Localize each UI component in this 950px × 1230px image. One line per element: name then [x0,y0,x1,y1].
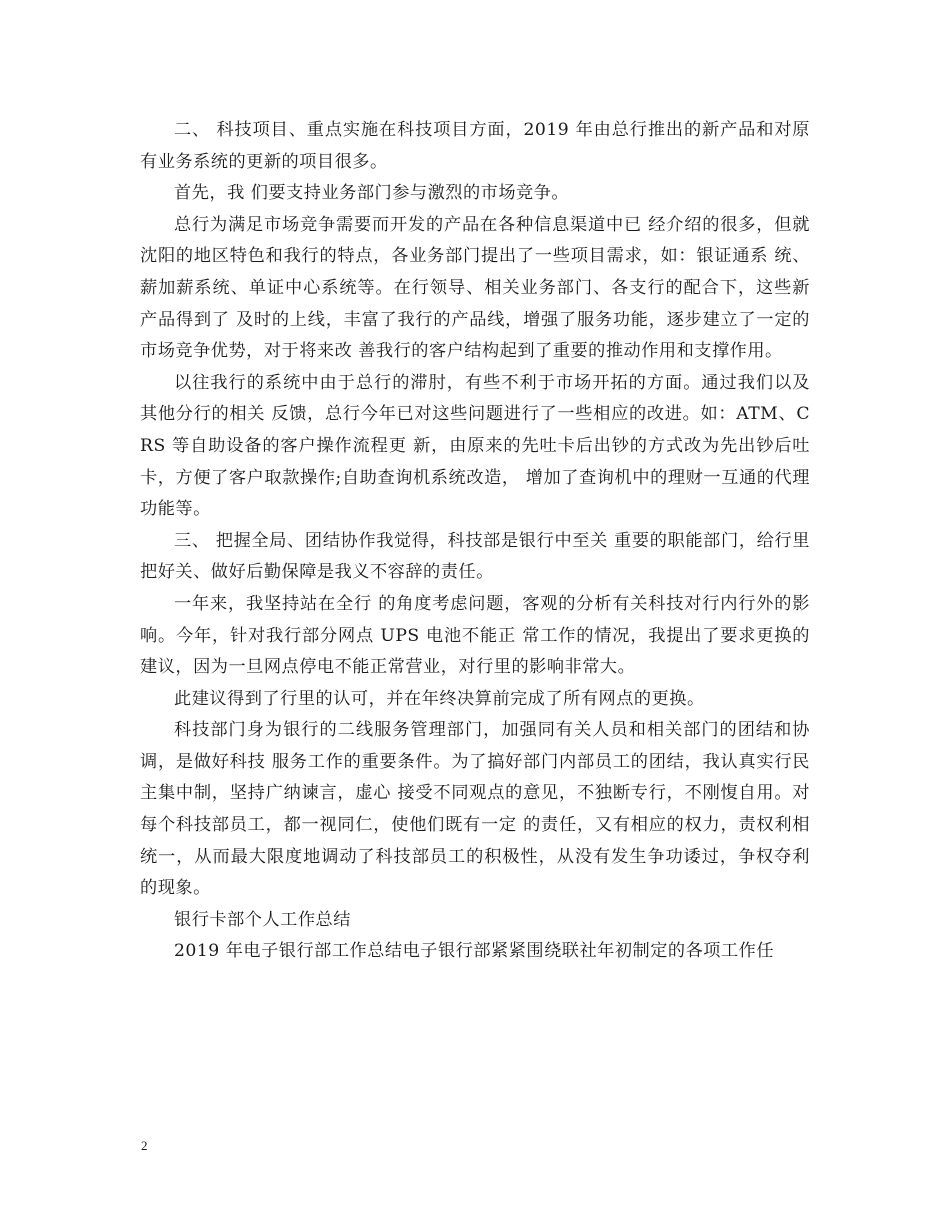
paragraph: 三、 把握全局、团结协作我觉得，科技部是银行中至关 重要的职能部门，给行里把好关、做好后勤保障是我义不容辞的责任。 [140,530,810,583]
paragraph: 一年来，我坚持站在全行 的角度考虑问题，客观的分析有关科技对行内行外的影响。今年，针对我行部分网点 UPS 电池不能正 常工作的情况，我提出了要求更换的建议，因为一旦网点停电不能正常营业，对行里的影响非常大。 [140,593,810,678]
paragraph: 以往我行的系统中由于总行的滞肘，有些不利于市场开拓的方面。通过我们以及其他分行的相关 反馈，总行今年已对这些问题进行了一些相应的改进。如：ATM、CRS 等自助设备的客户操作流程更 新，由原来的先吐卡后出钞的方式改为先出钞后吐卡，方便了客户取款操作;自助查询机系统改造， 增加了查询机中的理财一互通的代理功能等。 [140,372,810,520]
paragraph: 二、 科技项目、重点实施在科技项目方面，2019 年由总行推出的新产品和对原有业务系统的更新的项目很多。 [140,120,810,172]
section-heading: 银行卡部个人工作总结 [174,909,351,930]
page-number: 2 [141,1138,148,1153]
paragraph: 此建议得到了行里的认可，并在年终决算前完成了所有网点的更换。 [174,688,705,709]
document-body [140,115,810,968]
paragraph: 科技部门身为银行的二线服务管理部门，加强同有关人员和相关部门的团结和协调，是做好科技 服务工作的重要条件。为了搞好部门内部员工的团结，我认真实行民主集中制，坚持广纳谏言，虚心 接受不同观点的意见，不独断专行，不刚愎自用。对每个科技部员工，都一视同仁，使他们既有一定 的责任，又有相应的权力，责权利相统一，从而最大限度地调动了科技部员工的积极性，从没有发生争功诿过，争权夺利的现象。 [140,720,810,899]
paragraph: 总行为满足市场竞争需要而开发的产品在各种信息渠道中已 经介绍的很多，但就沈阳的地区特色和我行的特点，各业务部门提出了一些项目需求，如：银证通系 统、薪加薪系统、单证中心系统等。在行领导、相关业务部门、各支行的配合下，这些新产品得到了 及时的上线，丰富了我行的产品线，增强了服务功能，逐步建立了一定的市场竞争优势，对于将来改 善我行的客户结构起到了重要的推动作用和支撑作用。 [140,214,810,362]
paragraph: 2019 年电子银行部工作总结电子银行部紧紧围绕联社年初制定的各项工作任 [174,941,775,962]
paragraph: 首先，我 们要支持业务部门参与激烈的市场竞争。 [174,183,570,204]
